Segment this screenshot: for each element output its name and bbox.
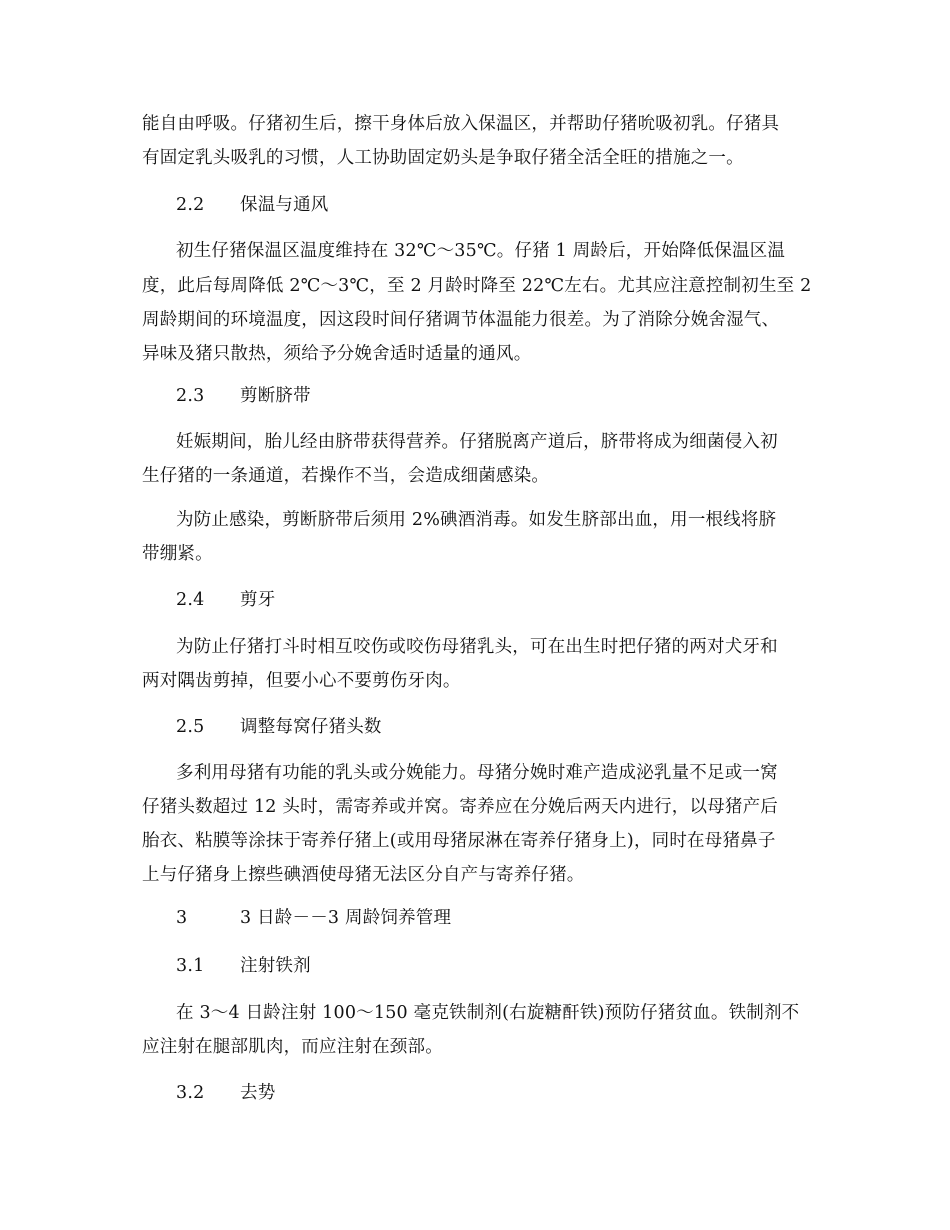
paragraph-line: 两对隅齿剪掉，但要小心不要剪伤牙肉。 [142, 671, 461, 691]
paragraph-line: 在 3～4 日龄注射 100～150 毫克铁制剂(右旋糖酐铁)预防仔猪贫血。铁制剂不 [176, 1003, 800, 1023]
paragraph-line: 仔猪头数超过 12 头时，需寄养或并窝。寄养应在分娩后两天内进行，以母猪产后 [142, 797, 778, 817]
paragraph-line: 多利用母猪有功能的乳头或分娩能力。母猪分娩时难产造成泌乳量不足或一窝 [176, 763, 778, 783]
section-number: 3.1 [176, 956, 205, 976]
paragraph-line: 生仔猪的一条通道，若操作不当，会造成细菌感染。 [142, 466, 550, 486]
paragraph-line: 能自由呼吸。仔猪初生后，擦干身体后放入保温区，并帮助仔猪吮吸初乳。仔猪具 [142, 114, 780, 134]
section-heading-2-2 [176, 194, 846, 216]
section-title: 剪牙 [240, 590, 276, 610]
section-number: 2.5 [176, 717, 205, 737]
section-heading-3 [176, 907, 846, 929]
paragraph-line: 为防止感染，剪断脐带后须用 2%碘酒消毒。如发生脐部出血，用一根线将脐 [176, 510, 777, 530]
paragraph-line: 上与仔猪身上擦些碘酒使母猪无法区分自产与寄养仔猪。 [142, 865, 585, 885]
section-title: 调整每窝仔猪头数 [240, 717, 382, 737]
paragraph-line: 胎衣、粘膜等涂抹于寄养仔猪上(或用母猪尿淋在寄养仔猪身上)，同时在母猪鼻子 [142, 831, 776, 851]
section-number: 2.4 [176, 590, 205, 610]
paragraph-line: 初生仔猪保温区温度维持在 32℃～35℃。仔猪 1 周龄后，开始降低保温区温 [176, 241, 786, 261]
section-number: 2.2 [176, 195, 205, 215]
paragraph-line: 带绷紧。 [142, 544, 213, 564]
section-heading-2-5 [176, 716, 846, 738]
paragraph-line: 异味及猪只散热，须给予分娩舍适时适量的通风。 [142, 344, 532, 364]
section-title: 剪断脐带 [240, 386, 311, 406]
section-number: 3 [176, 908, 188, 928]
paragraph-line: 为防止仔猪打斗时相互咬伤或咬伤母猪乳头，可在出生时把仔猪的两对犬牙和 [176, 637, 778, 657]
section-title: 去势 [240, 1083, 276, 1103]
section-heading-2-3 [176, 385, 846, 407]
section-heading-3-1 [176, 955, 846, 977]
section-title: 保温与通风 [240, 195, 329, 215]
paragraph-line: 应注射在腿部肌肉，而应注射在颈部。 [142, 1037, 443, 1057]
paragraph-line: 度，此后每周降低 2℃～3℃，至 2 月龄时降至 22℃左右。尤其应注意控制初生至 2 [142, 276, 812, 296]
paragraph-line: 有固定乳头吸乳的习惯，人工协助固定奶头是争取仔猪全活全旺的措施之一。 [142, 148, 744, 168]
section-heading-2-4 [176, 589, 846, 611]
section-number: 3.2 [176, 1083, 205, 1103]
paragraph-line: 周龄期间的环境温度，因这段时间仔猪调节体温能力很差。为了消除分娩舍湿气、 [142, 310, 780, 330]
paragraph-line: 妊娠期间，胎儿经由脐带获得营养。仔猪脱离产道后，脐带将成为细菌侵入初 [176, 432, 778, 452]
section-title: 注射铁剂 [240, 956, 311, 976]
section-heading-3-2 [176, 1082, 846, 1104]
section-number: 2.3 [176, 386, 205, 406]
section-title: 3 日龄－－3 周龄饲养管理 [240, 908, 452, 928]
